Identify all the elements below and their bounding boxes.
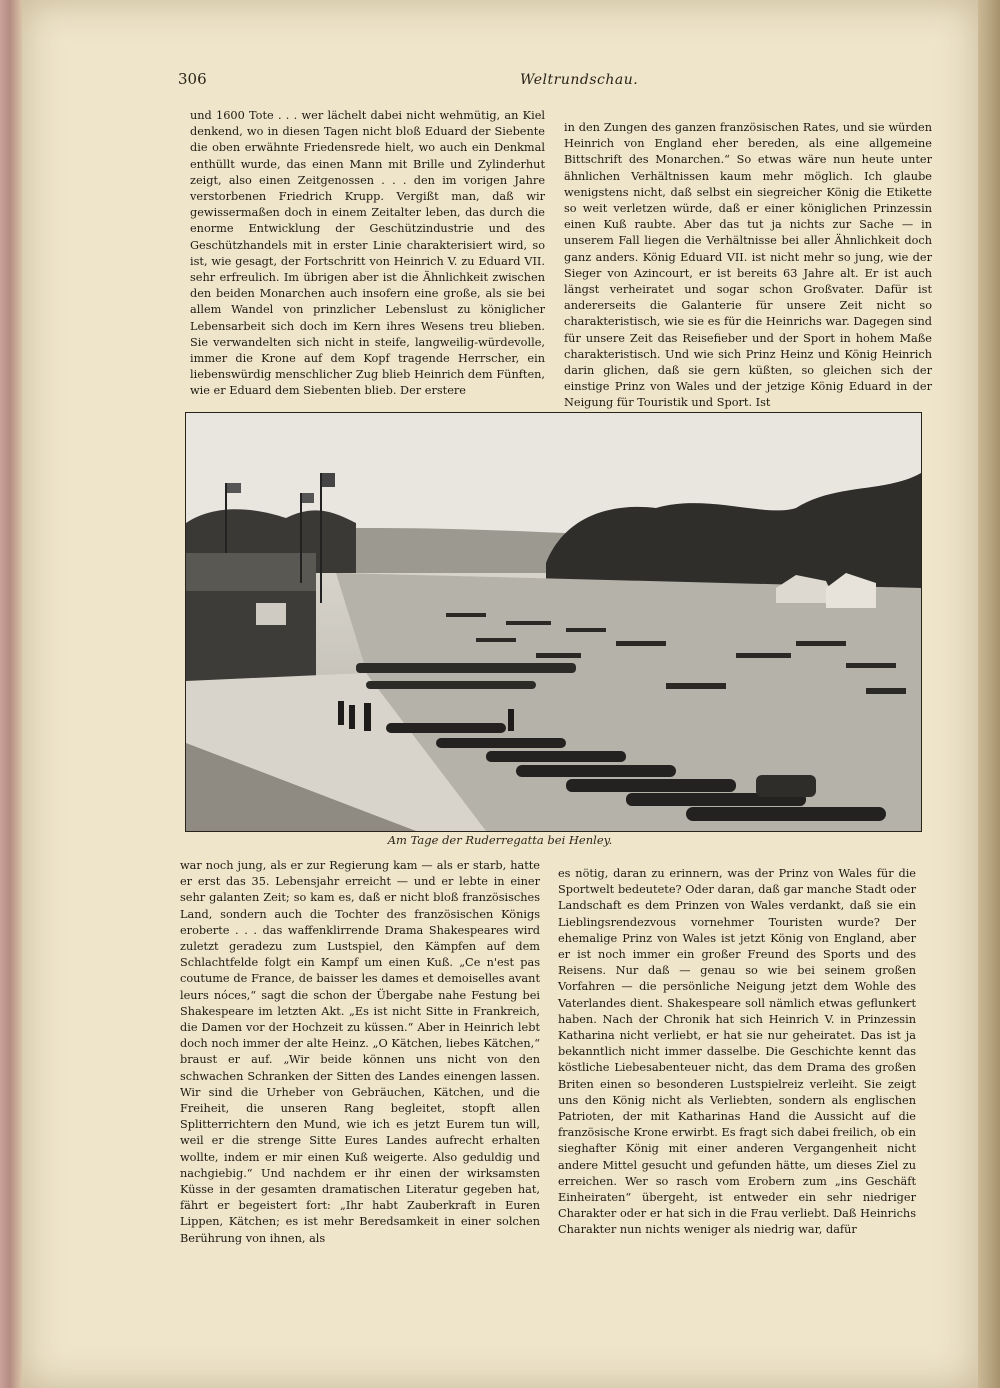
flag xyxy=(227,483,241,493)
boat xyxy=(446,613,486,617)
person xyxy=(338,701,344,725)
paragraph: in den Zungen des ganzen französischen Rates, und sie würden Heinrich von England eher bereden, als eine allgemeine Bittschrift des Monarchen.“ So etwas wäre nun heute unter ähnlichen Verhältnissen kaum mehr möglich. Ich glaube wenigstens nicht, daß selbst ein siegreicher König die Etikette so weit verletzen würde, daß er einer königlichen Prinzessin einen Kuß raubte. Aber das tut ja nichts zur Sache — in unserem Fall liegen die Verhältnisse bei aller Ähnlichkeit doch ganz anders. König Eduard VII. ist nicht mehr so jung, wie der Sieger von Azincourt, er ist bereits 63 Jahre alt. Er ist auch längst verheiratet und sogar schon Großvater. Dafür ist andererseits die Galanterie für unsere Zeit nicht so charakteristisch, wie sie es für die Heinrichs war. Dagegen sind für unsere Zeit das Reisefieber und der Sport in hohem Maße charakteristisch. Und wie sich Prinz Heinz und König Heinrich darin glichen, daß sie gern küßten, so gleichen sich der einstige Prinz von Wales und der jetzige König Eduard in der Neigung für Touristik und Sport. Ist xyxy=(564,121,932,410)
page-right-edge xyxy=(978,0,1000,1388)
flag xyxy=(322,473,335,487)
person xyxy=(349,705,355,729)
boat xyxy=(516,765,676,777)
boathouse-wall xyxy=(186,591,316,681)
text-column-bottom-left xyxy=(180,858,540,1245)
book-binding-edge xyxy=(0,0,22,1388)
paragraph: es nötig, daran zu erinnern, was der Prinz von Wales für die Sportwelt bedeutete? Oder daran, daß gar manche Stadt oder Landschaft es dem Prinzen von Wales verdankt, daß sie ein Lieblingsrendezvous vornehmer Touristen wurde? Der ehemalige Prinz von Wales ist jetzt König von England, aber er ist noch immer ein großer Freund des Sports und des Reisens. Nur daß — genau so wie bei seinem großen Vorfahren — die persönliche Neigung jetzt dem Wohle des Vaterlandes dient. Shakespeare soll nämlich etwas geflunkert haben. Nach der Chronik hat sich Heinrich V. in Prinzessin Katharina nicht verliebt, er hat sie nur geheiratet. Das ist ja bekanntlich nicht immer dasselbe. Die Geschichte kennt das köstliche Liebesabenteuer nicht, das dem Drama des großen Briten einen so besonderen Lustspielreiz verleiht. Sie zeigt uns den König nicht als Verliebten, sondern als englischen Patrioten, der mit Katharinas Hand die Aussicht auf die französische Krone erwirbt. Es fragt sich dabei freilich, ob ein sieghafter König mit einer anderen Vergangenheit nicht andere Mittel gesucht und gefunden hätte, um dieses Ziel zu erreichen. Wer so rasch vom Erobern zum „ins Geschäft Einheiraten“ übergeht, ist entweder ein sehr niedriger Charakter oder er hat sich in die Frau verliebt. Daß Heinrichs Charakter nun nichts weniger als niedrig war, dafür xyxy=(558,867,916,1237)
boat xyxy=(866,688,906,694)
person xyxy=(508,709,514,731)
text-column-bottom-right xyxy=(558,866,916,1238)
boat xyxy=(736,653,791,658)
boat xyxy=(436,738,566,748)
boathouse-window xyxy=(256,603,286,625)
paragraph: war noch jung, als er zur Regierung kam — als er starb, hatte er erst das 35. Lebensjahr erreicht — und er lebte in einer sehr galanten Zeit; so kam es, daß er nicht bloß französisches Land, sondern auch die Tochter des französischen Königs eroberte . . . das waffenklirrende Drama Shakespeares wird zuletzt geradezu zum Lustspiel, den Kämpfen auf dem Schlachtfelde folgt ein Kampf um einen Kuß. „Ce n'est pas coutume de France, de baisser les dames et demoiselles avant leurs nóces,“ sagt die schon der Übergabe nahe Festung bei Shakespeare im letzten Akt. „Es ist nicht Sitte in Frankreich, die Damen vor der Hochzeit zu küssen.“ Aber in Heinrich lebt doch noch immer der alte Heinz. „O Kätchen, liebes Kätchen,“ braust er auf. „Wir beide können uns nicht von den schwachen Schranken der Sitten des Landes einengen lassen. Wir sind die Urheber von Gebräuchen, Kätchen, und die Freiheit, die unseren Rang begleitet, stopft allen Splitterrichtern den Mund, wie ich es jetzt Eurem tun will, weil er die strenge Sitte Eures Landes aufrecht erhalten wollte, indem er mir einen Kuß weigerte. Also geduldig und nachgiebig.“ Und nachdem er ihr einen der wirksamsten Küsse in der gesamten dramatischen Literatur gegeben hat, fährt er begeistert fort: „Ihr habt Zauberkraft in Euren Lippen, Kätchen; es ist mehr Beredsamkeit in einer solchen Berührung von ihnen, als xyxy=(180,859,540,1245)
paragraph: und 1600 Tote . . . wer lächelt dabei nicht wehmütig, an Kiel denkend, wo in diesen Tagen nicht bloß Eduard der Siebente die oben erwähnte Friedensrede hielt, wo auch ein Denkmal enthüllt wurde, das einen Mann mit Brille und Zylinderhut zeigt, also einen Zeitgenossen . . . den im vorigen Jahre verstorbenen Friedrich Krupp. Vergißt man, daß wir gewissermaßen doch in einem Zeitalter leben, das durch die enorme Entwicklung der Geschützindustrie und des Geschützhandels mit in erster Linie charakterisiert wird, so ist, wie gesagt, der Fortschritt von Heinrich V. zu Eduard VII. sehr erfreulich. Im übrigen aber ist die Ähnlichkeit zwischen den beiden Monarchen auch insofern eine große, als sie bei allem Wandel von prinzlicher Lebenslust zu königlicher Lebensarbeit sich doch im Kern ihres Wesens treu blieben. Sie verwandelten sich nicht in steife, langweilig-würdevolle, immer die Krone auf dem Kopf tragende Herrscher, ein liebenswürdig menschlicher Zug blieb Heinrich dem Fünften, wie er Eduard dem Siebenten blieb. Der erstere xyxy=(190,109,545,398)
boat xyxy=(566,779,736,792)
regatta-photograph xyxy=(185,412,922,832)
boat xyxy=(756,775,816,797)
boat xyxy=(536,653,581,658)
boat xyxy=(846,663,896,668)
text-column-top-right xyxy=(564,120,932,410)
flag xyxy=(302,493,314,503)
boat xyxy=(366,681,536,689)
boat xyxy=(566,628,606,632)
regatta-photo-illustration xyxy=(186,413,921,831)
boat xyxy=(486,751,626,762)
boat xyxy=(506,621,551,625)
running-head: Weltrundschau. xyxy=(520,72,639,88)
person xyxy=(364,703,371,731)
boat xyxy=(386,723,506,733)
text-column-top-left xyxy=(190,108,545,400)
boat xyxy=(356,663,576,673)
boat xyxy=(476,638,516,642)
boat xyxy=(796,641,846,646)
boathouse-roof xyxy=(186,553,316,593)
boat xyxy=(686,807,886,821)
page-number: 306 xyxy=(178,70,207,88)
figure-caption: Am Tage der Ruderregatta bei Henley. xyxy=(387,833,613,847)
boat xyxy=(616,641,666,646)
boat xyxy=(666,683,726,689)
